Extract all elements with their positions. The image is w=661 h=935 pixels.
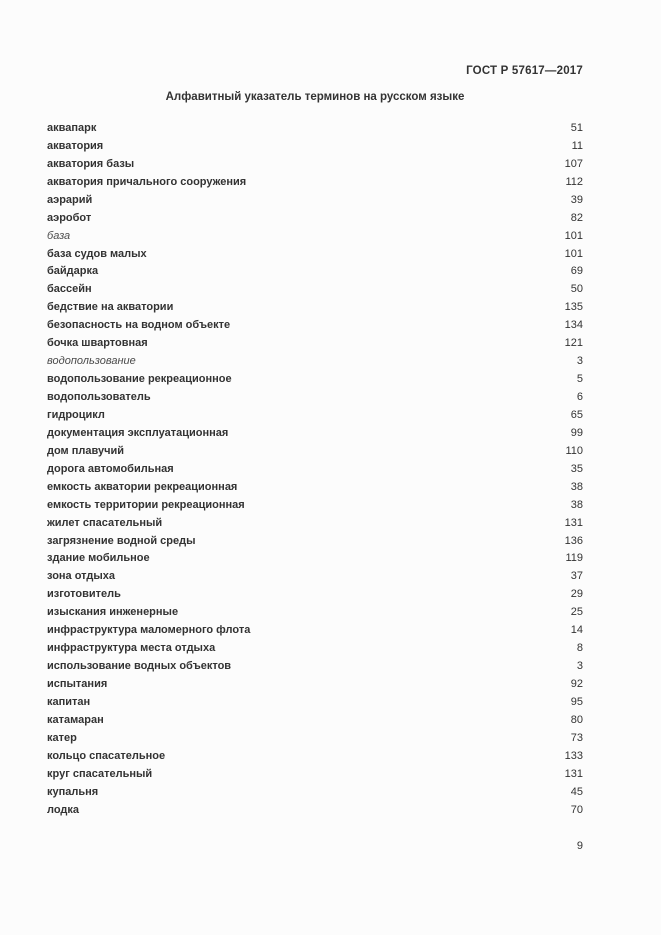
document-code: ГОСТ Р 57617—2017 xyxy=(466,65,583,77)
page-title: Алфавитный указатель терминов на русском языке xyxy=(165,91,465,103)
term-page-number: 101 xyxy=(564,247,583,260)
term-label: инфраструктура места отдыха xyxy=(47,642,216,655)
index-row xyxy=(47,245,583,263)
term-page-number: 39 xyxy=(570,193,583,206)
term-page-number: 69 xyxy=(570,265,583,278)
term-label: аэробот xyxy=(47,211,92,224)
term-page-number: 99 xyxy=(570,426,583,439)
index-row xyxy=(47,442,583,460)
term-label: здание мобильное xyxy=(47,552,150,565)
index-row xyxy=(47,478,583,496)
index-row xyxy=(47,334,583,352)
term-page-number: 131 xyxy=(564,767,583,780)
term-page-number: 5 xyxy=(576,373,583,386)
index-row xyxy=(47,639,583,657)
term-page-number: 136 xyxy=(564,534,583,547)
term-label: катамаран xyxy=(47,713,104,726)
term-page-number: 73 xyxy=(570,731,583,744)
index-row xyxy=(47,514,583,532)
index-row xyxy=(47,496,583,514)
term-label: изыскания инженерные xyxy=(47,606,179,619)
index-row xyxy=(47,693,583,711)
index-row xyxy=(47,155,583,173)
term-label: загрязнение водной среды xyxy=(47,534,196,547)
index-row xyxy=(47,711,583,729)
term-label: водопользование рекреационное xyxy=(47,373,232,386)
index-row xyxy=(47,603,583,621)
term-label: бочка швартовная xyxy=(47,337,148,350)
term-label: дорога автомобильная xyxy=(47,462,174,475)
index-row xyxy=(47,675,583,693)
term-page-number: 82 xyxy=(570,211,583,224)
index-row xyxy=(47,801,583,819)
term-label: документация эксплуатационная xyxy=(47,426,229,439)
index-row xyxy=(47,783,583,801)
term-label: безопасность на водном объекте xyxy=(47,319,231,332)
term-label: водопользователь xyxy=(47,391,151,404)
term-label: катер xyxy=(47,731,77,744)
index-row xyxy=(47,263,583,281)
index-row xyxy=(47,532,583,550)
term-label: водопользование xyxy=(47,355,136,368)
term-page-number: 51 xyxy=(570,121,583,134)
index-row xyxy=(47,209,583,227)
index-row xyxy=(47,352,583,370)
term-page-number: 3 xyxy=(576,660,583,673)
term-page-number: 101 xyxy=(564,229,583,242)
term-label: емкость территории рекреационная xyxy=(47,498,245,511)
term-label: база судов малых xyxy=(47,247,147,260)
term-page-number: 3 xyxy=(576,355,583,368)
term-label: аэрарий xyxy=(47,193,93,206)
term-page-number: 134 xyxy=(564,319,583,332)
term-label: изготовитель xyxy=(47,588,121,601)
term-label: использование водных объектов xyxy=(47,660,232,673)
term-page-number: 38 xyxy=(570,498,583,511)
term-label: емкость акватории рекреационная xyxy=(47,480,238,493)
term-label: бассейн xyxy=(47,283,92,296)
term-label: круг спасательный xyxy=(47,767,153,780)
index-row xyxy=(47,227,583,245)
index-row xyxy=(47,567,583,585)
term-page-number: 37 xyxy=(570,570,583,583)
alphabetical-index-list xyxy=(47,119,583,819)
term-label: бедствие на акватории xyxy=(47,301,174,314)
index-row xyxy=(47,621,583,639)
term-label: лодка xyxy=(47,803,80,816)
index-row xyxy=(47,191,583,209)
term-page-number: 110 xyxy=(565,444,583,457)
term-label: гидроцикл xyxy=(47,408,105,421)
index-row xyxy=(47,657,583,675)
term-label: акватория базы xyxy=(47,157,135,170)
index-row xyxy=(47,137,583,155)
index-row xyxy=(47,298,583,316)
term-label: акватория причального сооружения xyxy=(47,175,247,188)
index-row xyxy=(47,765,583,783)
term-label: кольцо спасательное xyxy=(47,749,166,762)
index-row xyxy=(47,729,583,747)
term-page-number: 133 xyxy=(564,749,583,762)
term-page-number: 119 xyxy=(565,552,583,565)
index-row xyxy=(47,460,583,478)
index-row xyxy=(47,424,583,442)
term-page-number: 107 xyxy=(564,157,583,170)
term-page-number: 6 xyxy=(576,391,583,404)
term-page-number: 29 xyxy=(570,588,583,601)
term-page-number: 8 xyxy=(576,642,583,655)
term-page-number: 92 xyxy=(570,678,583,691)
term-label: жилет спасательный xyxy=(47,516,163,529)
term-label: купальня xyxy=(47,785,99,798)
term-label: испытания xyxy=(47,678,108,691)
term-label: зона отдыха xyxy=(47,570,116,583)
index-row xyxy=(47,173,583,191)
index-row xyxy=(47,406,583,424)
index-row xyxy=(47,585,583,603)
term-page-number: 35 xyxy=(570,462,583,475)
index-row xyxy=(47,747,583,765)
index-row xyxy=(47,370,583,388)
term-page-number: 25 xyxy=(570,606,583,619)
term-page-number: 45 xyxy=(570,785,583,798)
index-row xyxy=(47,550,583,568)
term-page-number: 11 xyxy=(571,139,583,152)
term-page-number: 135 xyxy=(564,301,583,314)
term-page-number: 38 xyxy=(570,480,583,493)
term-label: акватория xyxy=(47,139,104,152)
index-row xyxy=(47,388,583,406)
index-row xyxy=(47,280,583,298)
term-label: база xyxy=(47,229,71,242)
term-label: инфраструктура маломерного флота xyxy=(47,624,251,637)
term-page-number: 65 xyxy=(570,408,583,421)
term-page-number: 95 xyxy=(570,695,583,708)
term-page-number: 50 xyxy=(570,283,583,296)
term-page-number: 14 xyxy=(570,624,583,637)
term-page-number: 121 xyxy=(564,337,583,350)
term-label: дом плавучий xyxy=(47,444,125,457)
index-row xyxy=(47,119,583,137)
index-row xyxy=(47,316,583,334)
term-page-number: 70 xyxy=(570,803,583,816)
term-page-number: 112 xyxy=(565,175,583,188)
term-page-number: 80 xyxy=(570,713,583,726)
term-page-number: 131 xyxy=(564,516,583,529)
page-number: 9 xyxy=(576,840,583,852)
term-label: капитан xyxy=(47,695,91,708)
term-label: аквапарк xyxy=(47,121,97,134)
term-label: байдарка xyxy=(47,265,99,278)
